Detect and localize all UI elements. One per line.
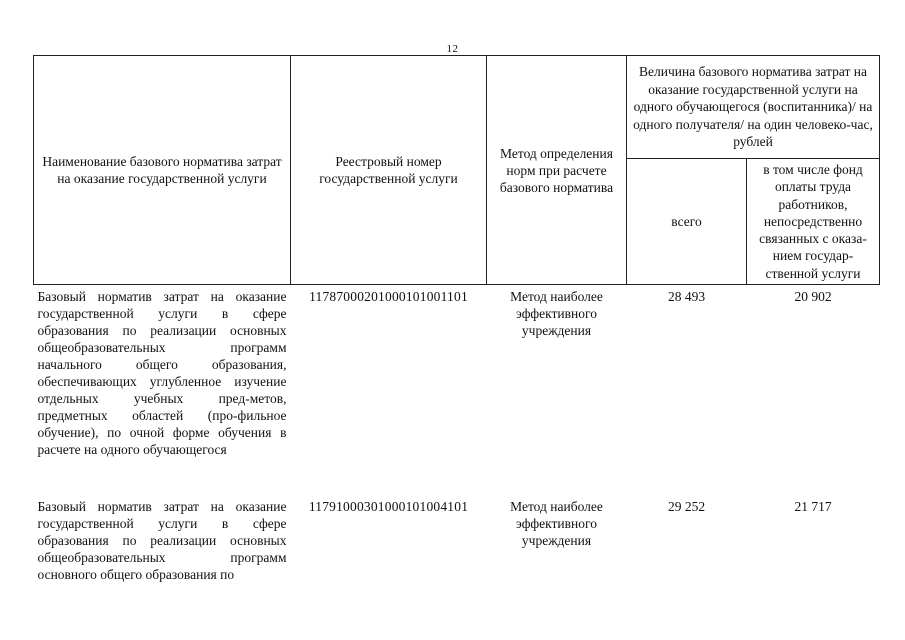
- cost-norms-table: [33, 55, 880, 583]
- row-registry-number: 11791000301000101004101: [308, 499, 469, 515]
- table-row: [34, 285, 880, 479]
- row-service-name: Базовый норматив затрат на оказание государственной услуги в сфере образования по реализации основных общеобразовательных программ основного общего образования по: [37, 499, 287, 583]
- page-number: 12: [446, 43, 459, 55]
- header-service-name: Наименование базового норматива затрат на оказание государственной услуги: [34, 56, 291, 285]
- header-norm-value: Величина базового норматива затрат на оказание государственной услуги на одного обучающегося (воспитанника)/ на одного получателя/ на один человеко-час, рублей: [627, 56, 880, 159]
- row-total: 28 493: [667, 289, 706, 305]
- row-registry-number: 11787000201000101001101: [309, 289, 468, 305]
- table-row: [34, 478, 880, 583]
- header-total: всего: [627, 159, 747, 285]
- row-method: Метод наиболее эффективного учреждения: [510, 499, 603, 549]
- header-registry-number: Реестровый номер государственной услуги: [291, 56, 487, 285]
- row-service-name: Базовый норматив затрат на оказание государственной услуги в сфере образования по реализации основных общеобразовательных программ начального общего образования, обеспечивающих углубленное изучение отдельных учебных пред-метов, предметных областей (про-фильное обучение), по очной форме обучения в расчете на одного обучающегося: [37, 289, 287, 458]
- row-wage-fund: 21 717: [794, 499, 832, 515]
- row-wage-fund: 20 902: [794, 289, 832, 305]
- header-method: Метод определения норм при расчете базового норматива: [487, 56, 627, 285]
- row-total: 29 252: [667, 499, 706, 515]
- row-method: Метод наиболее эффективного учреждения: [510, 289, 603, 339]
- header-wage-fund: в том числе фонд оплаты труда работников, непосредственно связанных с оказа-нием государ-ственной услуги: [747, 159, 880, 285]
